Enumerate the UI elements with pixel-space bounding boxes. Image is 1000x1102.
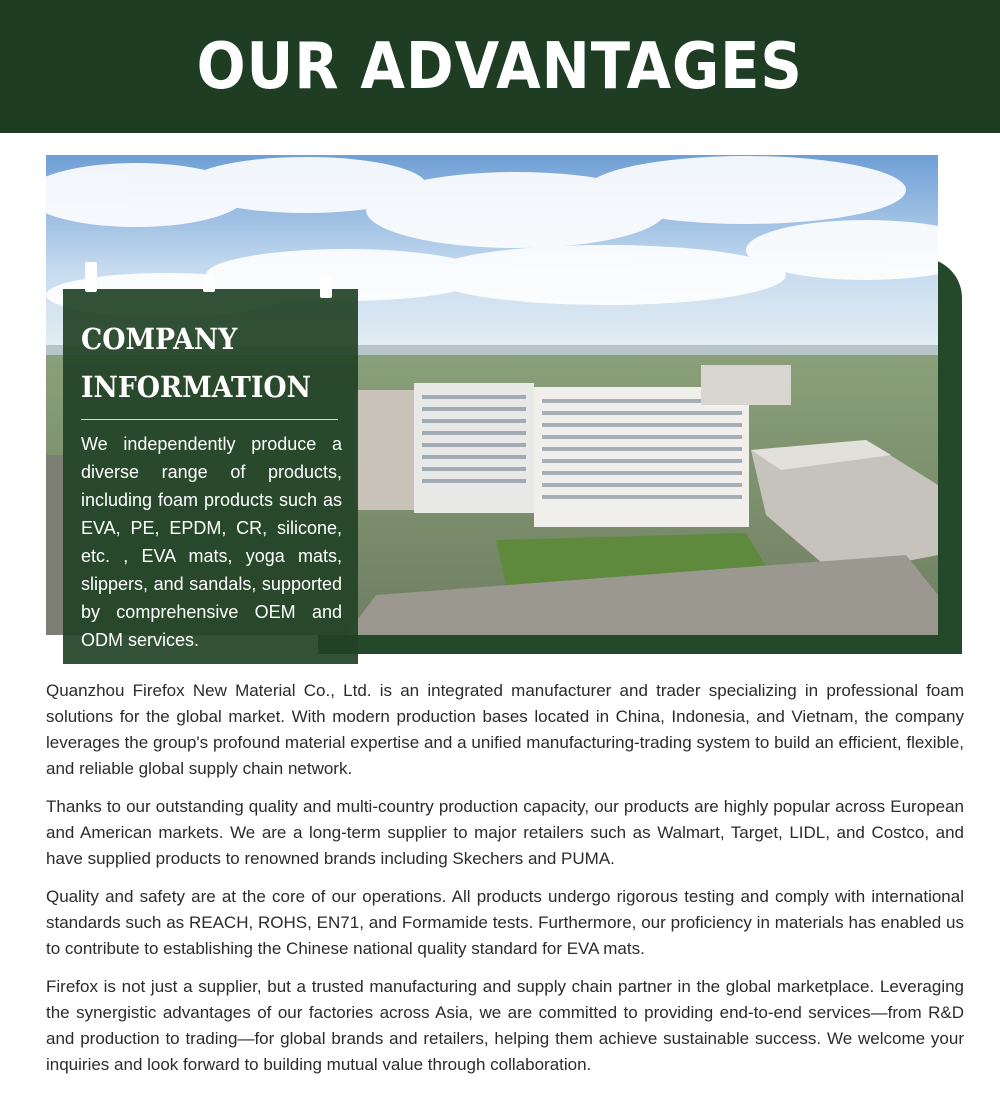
page-title: OUR ADVANTAGES [196,29,804,104]
paragraph-markets: Thanks to our outstanding quality and multi-country production capacity, our products are highly popular across European and American markets. We are a long-term supplier to major retailers such as Walmart, Target, LIDL, and Costco, and have supplied products to renowned brands including Skechers and PUMA. [46,797,964,868]
company-description [46,678,964,1090]
company-info-card [63,289,358,664]
pin-decoration [320,276,332,298]
paragraph-partnership: Firefox is not just a supplier, but a trusted manufacturing and supply chain partner in the global marketplace. Leveraging the synergistic advantages of our factories across Asia, we are committed to providing end-to-end services—from R&D and production to trading—for global brands and retailers, helping them achieve sustainable success. We welcome your inquiries and look forward to building mutual value through collaboration. [46,977,964,1074]
pin-decoration [85,262,97,292]
pin-decoration [203,276,215,292]
divider [81,419,338,420]
paragraph-quality: Quality and safety are at the core of our operations. All products undergo rigorous testing and comply with international standards such as REACH, ROHS, EN71, and Formamide tests. Furthermore, our proficiency in materials has enabled us to contribute to establishing the Chinese national quality standard for EVA mats. [46,887,964,958]
paragraph-overview: Quanzhou Firefox New Material Co., Ltd. is an integrated manufacturer and trader specializing in professional foam solutions for the global market. With modern production bases located in China, Indonesia, and Vietnam, the company leverages the group's profound material expertise and a unified manufacturing-trading system to build an efficient, flexible, and reliable global supply chain network. [46,681,964,778]
card-title-line-2: INFORMATION [81,370,311,404]
card-description: We independently produce a diverse range of products, including foam products such as EVA, PE, EPDM, CR, silicone, etc. , EVA mats, yoga mats, slippers, and sandals, supported by comprehensive OEM and ODM services. [81,434,342,650]
card-title-line-1: COMPANY [81,322,238,356]
header-banner [0,0,1000,133]
